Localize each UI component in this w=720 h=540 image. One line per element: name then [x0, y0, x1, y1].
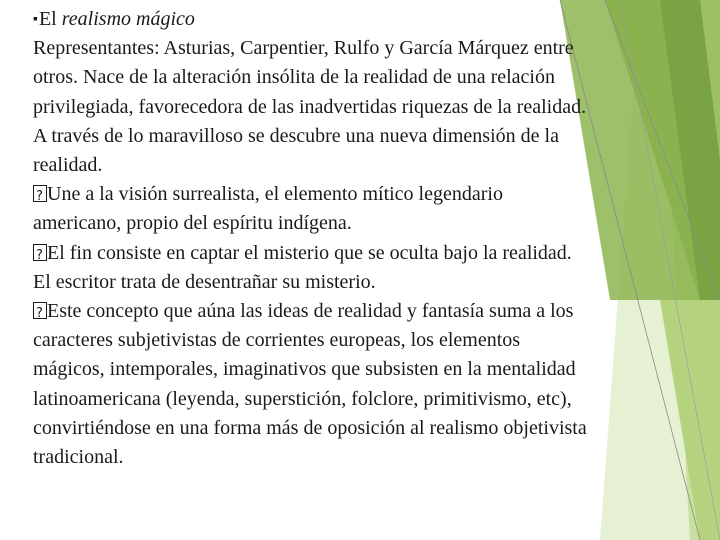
point-item — [33, 239, 593, 297]
point-text: Une a la visión surrealista, el elemento mítico legendario americano, propio del espíritu indígena. — [33, 183, 503, 235]
point-item — [33, 297, 593, 472]
intro-paragraph: Representantes: Asturias, Carpentier, Rulfo y García Márquez entre otros. Nace de la alteración insólita de la realidad de una relación privilegiada, favorecedora de las inadvertidas riquezas de la realidad. A través de lo maravilloso se descubre una nueva dimensión de la realidad. — [33, 37, 587, 177]
slide-body — [33, 5, 593, 472]
heading-title: realismo mágico — [61, 8, 195, 30]
missing-glyph-bullet-icon — [33, 185, 47, 202]
heading-prefix: El — [38, 8, 57, 30]
point-item — [33, 180, 593, 238]
missing-glyph-bullet-icon — [33, 244, 47, 261]
missing-glyph-bullet-icon — [33, 302, 47, 319]
point-text: Este concepto que aúna las ideas de realidad y fantasía suma a los caracteres subjetivistas de corrientes europeas, los elementos mágicos, intemporales, imaginativos que subsisten en la mentalidad latinoamericana (leyenda, superstición, folclore, primitivismo, etc), convirtiéndose en una forma más de oposición al realismo objetivista tradicional. — [33, 300, 587, 469]
square-bullet-icon: ▪ — [33, 12, 38, 27]
slide-heading — [33, 5, 593, 34]
point-text: El fin consiste en captar el misterio que se oculta bajo la realidad. El escritor trata de desentrañar su misterio. — [33, 241, 572, 293]
